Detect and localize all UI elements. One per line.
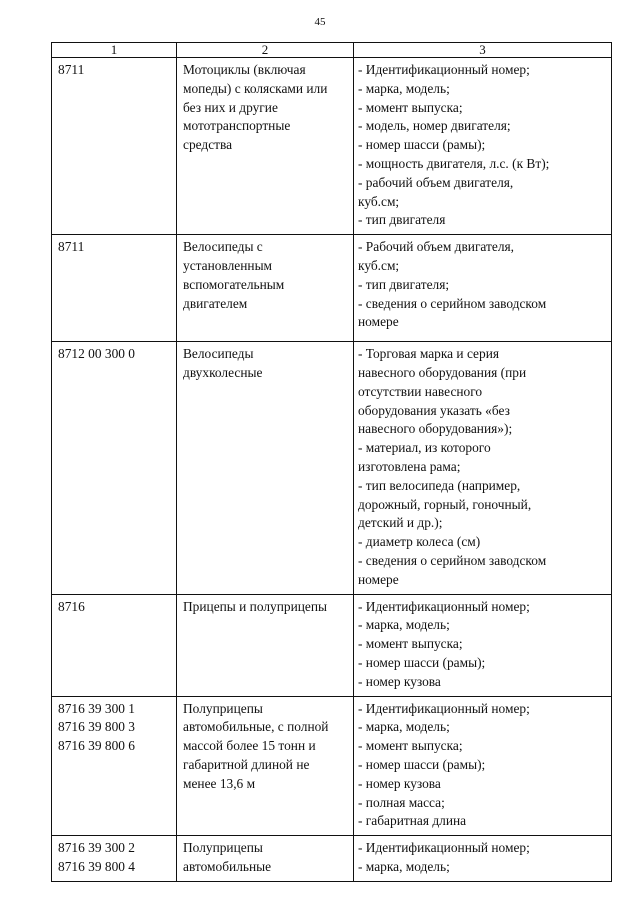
name-line: двигателем [183,295,248,311]
attribute-line: - тип двигателя [358,212,446,228]
code-line: 8716 39 800 6 [58,738,135,754]
attribute-item [358,295,607,333]
attribute-item [358,80,607,99]
code-line: 8716 39 300 1 [58,700,135,716]
attribute-item [358,839,607,858]
attribute-item [358,99,607,118]
attribute-item [358,533,607,552]
attribute-item [358,756,607,775]
name-line: Мотоциклы (включая [183,62,306,77]
attribute-item [358,345,607,439]
attribute-line: - Торговая марка и серия [358,346,500,362]
code-cell [52,235,177,342]
name-cell [177,58,354,235]
attribute-line: - сведения о серийном заводском [358,295,547,311]
attribute-item [358,718,607,737]
name-cell [177,696,354,836]
attribute-line: изготовлена рама; [358,458,461,474]
code-line: 8712 00 300 0 [58,346,135,362]
name-line: менее 13,6 м [183,775,256,791]
page-number: 45 [314,16,326,28]
attribute-line: навесного оборудования (при [358,364,527,380]
attribute-item [358,136,607,155]
name-line: автомобильные, с полной [183,719,329,735]
attribute-line: детский и др.); [358,515,443,531]
attribute-line: - номер кузова [358,775,441,791]
attribute-item [358,155,607,174]
attribute-item [358,775,607,794]
attribute-line: - Идентификационный номер; [358,840,530,856]
name-line: мототранспортные [183,118,291,134]
name-line: вспомогательным [183,276,285,292]
table-row [52,58,612,235]
table-body [52,58,612,882]
attribute-item [358,276,607,295]
attribute-line: номере [358,571,399,587]
attribute-line: - номер шасси (рамы); [358,137,486,153]
name-line: без них и другие [183,99,278,115]
attribute-line: - момент выпуска; [358,636,463,652]
name-line: мопеды) с колясками или [183,80,328,96]
attribute-line: - Идентификационный номер; [358,700,530,716]
attribute-line: номере [358,314,399,330]
attribute-line: - марка, модель; [358,617,450,633]
attribute-line: - материал, из которого [358,440,491,456]
attribute-line: навесного оборудования»); [358,421,513,437]
attribute-item [358,812,607,831]
name-line: автомобильные [183,858,272,874]
attribute-item [358,794,607,813]
attribute-line: - Рабочий объем двигателя, [358,239,515,255]
table-row [52,836,612,882]
name-line: Полуприцепы [183,700,263,716]
code-cell [52,342,177,594]
attribute-line: - полная масса; [358,794,445,810]
attributes-cell [354,58,612,235]
attribute-line: - номер шасси (рамы); [358,654,486,670]
classification-table [51,42,612,882]
attribute-line: - габаритная длина [358,813,467,829]
attribute-line: - мощность двигателя, л.с. (к Вт); [358,155,550,171]
attribute-line: отсутствии навесного [358,383,483,399]
table-row [52,696,612,836]
attribute-item [358,117,607,136]
code-cell [52,594,177,696]
code-line: 8711 [58,62,85,77]
name-cell [177,235,354,342]
name-line: средства [183,137,233,153]
attribute-line: - номер шасси (рамы); [358,756,486,772]
attributes-cell [354,594,612,696]
attribute-item [358,616,607,635]
table-row [52,594,612,696]
name-line: установленным [183,257,273,273]
attribute-line: - модель, номер двигателя; [358,118,511,134]
attribute-line: - Идентификационный номер; [358,598,530,614]
code-line: 8711 [58,239,85,255]
attribute-item [358,700,607,719]
attribute-item [358,673,607,692]
attribute-line: - диаметр колеса (см) [358,534,481,550]
table-header-row [52,43,612,58]
attribute-line: - сведения о серийном заводском [358,552,547,568]
name-cell [177,836,354,882]
name-line: Полуприцепы [183,840,263,856]
table-row [52,235,612,342]
attribute-item [358,635,607,654]
column-header-3: 3 [354,43,612,58]
attribute-line: - марка, модель; [358,719,450,735]
table-row [52,342,612,594]
attribute-line: - момент выпуска; [358,99,463,115]
name-line: Велосипеды с [183,239,263,255]
name-cell [177,594,354,696]
attribute-item [358,238,607,276]
attribute-line: - Идентификационный номер; [358,62,530,77]
column-header-1: 1 [52,43,177,58]
attribute-line: - номер кузова [358,673,441,689]
code-cell [52,696,177,836]
attribute-item [358,439,607,477]
attribute-line: куб.см; [358,257,400,273]
attributes-cell [354,696,612,836]
attribute-item [358,654,607,673]
attribute-line: куб.см; [358,193,400,209]
attribute-item [358,598,607,617]
attribute-line: - марка, модель; [358,80,450,96]
code-cell [52,836,177,882]
code-cell [52,58,177,235]
attribute-item [358,737,607,756]
code-line: 8716 [58,598,85,614]
name-line: габаритной длиной не [183,756,310,772]
column-header-2: 2 [177,43,354,58]
attribute-line: дорожный, горный, гоночный, [358,496,532,512]
attribute-line: - тип велосипеда (например, [358,477,521,493]
name-line: массой более 15 тонн и [183,738,316,754]
attributes-cell [354,235,612,342]
name-line: двухколесные [183,364,263,380]
attribute-item [358,174,607,212]
name-line: Велосипеды [183,346,254,362]
attribute-line: - марка, модель; [358,858,450,874]
code-line: 8716 39 800 3 [58,719,135,735]
name-cell [177,342,354,594]
code-line: 8716 39 800 4 [58,858,135,874]
attribute-item [358,477,607,533]
attribute-line: - момент выпуска; [358,738,463,754]
attributes-cell [354,836,612,882]
attribute-line: оборудования указать «без [358,402,510,418]
attribute-item [358,211,607,230]
attribute-line: - тип двигателя; [358,276,450,292]
attributes-cell [354,342,612,594]
name-line: Прицепы и полуприцепы [183,598,328,614]
attribute-item [358,858,607,877]
attribute-item [358,552,607,590]
attribute-item [358,61,607,80]
code-line: 8716 39 300 2 [58,840,135,856]
attribute-line: - рабочий объем двигателя, [358,174,514,190]
